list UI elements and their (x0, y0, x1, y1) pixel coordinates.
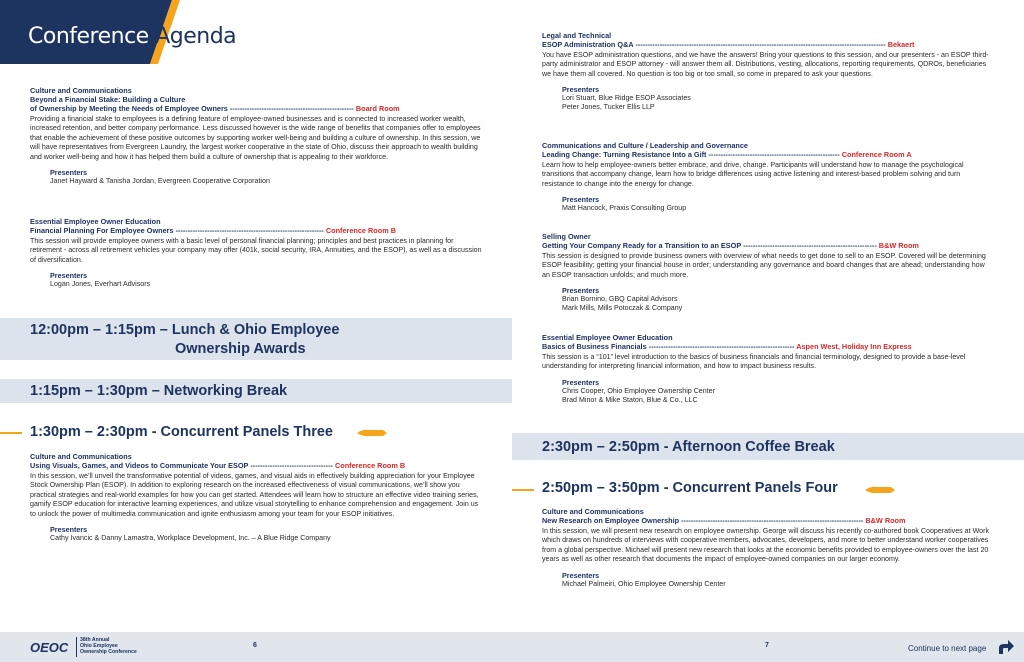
panels-three-heading: 1:30pm – 2:30pm - Concurrent Panels Three (30, 424, 333, 440)
session-description: You have ESOP administration questions, and we have the answers! Bring your questions to this session, and our presenters - an ESOP third-party administrator and ESOP attorney - will answer them all. Distributions, vesting, allocations, reporting requirements, QDROs, beneficiaries we have them all covered. No question is too big or too small, so come in prepared to ask your questions. (542, 51, 989, 78)
conference-line1: 38th Annual (80, 637, 110, 643)
session-category: Culture and Communications (542, 507, 644, 516)
session-title-text: Financial Planning For Employee Owners (30, 226, 174, 235)
presenter: Janet Hayward & Tanisha Jordan, Evergreen Cooperative Corporation (50, 177, 270, 186)
presenters-label: Presenters (562, 195, 600, 205)
session-title-line (542, 40, 994, 49)
session-description: Learn how to help employee-owners better embrace, and drive, change. Participants will understand how to manage the psychological transitions that accompany change, learn how to bridge differences using active listening and interest-based problem solving and turn resistance to change into the energy for change. (542, 161, 964, 188)
presenter: Logan Jones, Everhart Advisors (50, 280, 151, 289)
conference-line3: Ownership Conference (80, 649, 137, 656)
session-esop-admin (542, 31, 994, 113)
session-title-line (30, 461, 482, 470)
presenter: Brian Bornino, GBQ Capital Advisors (562, 295, 678, 304)
session-title-text: New Research on Employee Ownership (542, 516, 680, 525)
networking-time-bar (0, 379, 512, 403)
session-dashes: --------------------------------------------------- (229, 104, 354, 113)
session-title-line (542, 241, 994, 250)
lunch-line2: Ownership Awards (175, 341, 306, 357)
session-dashes: ------------------------------------------------------- (743, 241, 877, 250)
session-dashes: ------------------------------------------------------------ (648, 342, 795, 351)
session-category: Essential Employee Owner Education (30, 217, 161, 226)
presenters-label: Presenters (562, 377, 600, 387)
session-category: Culture and Communications (30, 452, 132, 461)
panels-four-heading: 2:50pm – 3:50pm - Concurrent Panels Four (542, 480, 838, 496)
session-dashes: ------------------------------------------------------------------------------------------------------- (635, 40, 886, 49)
session-using-visuals (30, 452, 482, 543)
session-room: Conference Room A (841, 150, 912, 159)
page-number-right: 7 (765, 642, 769, 649)
session-leading-change (542, 141, 994, 213)
orange-rule-right (512, 489, 534, 491)
session-category: Legal and Technical (542, 31, 612, 40)
presenters-label: Presenters (50, 168, 88, 178)
session-category: Culture and Communications (30, 86, 132, 95)
lunch-line1: 12:00pm – 1:15pm – Lunch & Ohio Employee (30, 322, 340, 338)
pencil-arrow-icon (865, 485, 895, 495)
session-title-line (30, 226, 482, 235)
session-title-line (542, 516, 994, 525)
session-dashes: --------------------------------------------------------------------------- (681, 516, 864, 525)
session-new-research (542, 507, 994, 589)
session-title-line (542, 150, 994, 159)
page-title-part1: Conference (28, 24, 149, 49)
session-business-financials (542, 333, 994, 405)
presenters-label: Presenters (50, 271, 88, 281)
session-category: Selling Owner (542, 232, 591, 241)
networking-label: 1:15pm – 1:30pm – Networking Break (30, 383, 288, 399)
presenter: Matt Hancock, Praxis Consulting Group (562, 204, 687, 213)
session-room: Conference Room B (325, 226, 396, 235)
session-title-text: of Ownership by Meeting the Needs of Employee Owners (30, 104, 228, 113)
session-title-text: ESOP Administration Q&A (542, 40, 634, 49)
presenters-label: Presenters (562, 570, 600, 580)
session-room: B&W Room (878, 241, 919, 250)
session-title-text: Getting Your Company Ready for a Transition to an ESOP (542, 241, 742, 250)
session-room: Bekaert (887, 40, 915, 49)
session-description: This session is designed to provide business owners with overview of what needs to get done to sell to an ESOP. Covered will be determining ESOP feasibility; getting your financial house in order; understanding any governance and board changes that are ahead; understanding how an ESOP transaction unfolds; and much more. (542, 252, 986, 279)
conference-name (80, 637, 137, 656)
session-title-text: Leading Change: Turning Resistance Into a Gift (542, 150, 707, 159)
session-room: B&W Room (865, 516, 906, 525)
session-title-line (542, 342, 994, 351)
session-company-transition (542, 232, 994, 314)
presenters-label: Presenters (50, 525, 88, 535)
conference-line2: Ohio Employee (80, 643, 118, 650)
session-title-line1: Beyond a Financial Stake: Building a Culture (30, 95, 186, 104)
presenter: Peter Jones, Tucker Ellis LLP (562, 103, 655, 112)
session-description: This session is a “101” level introduction to the basics of business financials and financial terminology, designed to provide a base-level understanding for interpreting financial information, and how to impact business results. (542, 353, 966, 371)
page-title (28, 24, 236, 49)
page-title-part2: Agenda (155, 24, 237, 49)
session-title-text: Using Visuals, Games, and Videos to Communicate Your ESOP (30, 461, 249, 470)
forward-arrow-icon[interactable] (997, 639, 1015, 655)
coffee-time-bar (512, 433, 1024, 460)
session-description: This session will provide employee owners with a basic level of personal financial planning; principles and best practices in planning for retirement - across all retirement vehicles your company may offer (401k, social security, IRA, Annuities, and the ESOP), as well as a discussion of diversification. (30, 237, 482, 264)
session-title-line2 (30, 104, 482, 113)
presenter: Brad Minor & Mike Staton, Blue & Co., LLC (562, 396, 698, 405)
orange-rule-left (0, 432, 22, 434)
session-category: Communications and Culture / Leadership and Governance (542, 141, 748, 150)
logo-divider (76, 637, 77, 657)
presenter: Lori Stuart, Blue Ridge ESOP Associates (562, 94, 691, 103)
presenters-label: Presenters (562, 286, 600, 296)
presenter: Cathy Ivancic & Danny Lamastra, Workplace Development, Inc. – A Blue Ridge Company (50, 534, 331, 543)
session-description: In this session, we’ll unveil the transformative potential of videos, games, and visual aids in effectively building appreciation for your Employee Stock Ownership Plan (ESOP). In addition to exploring research on the increased effectiveness of visual communications, we’ll show you practical strategies and real-world examples for how you can get started. Attendees will learn how to structure an effective video training series, gamify ESOP education for interactive learning experiences, and utilize visual storytelling to enhance comprehension and engagement. Join us to unlock the power of multimedia communication and ignite enthusiasm among your team for your ESOP initiatives. (30, 472, 479, 518)
session-title-text: Basics of Business Financials (542, 342, 647, 351)
footer (0, 632, 1024, 662)
session-dashes: ------------------------------------------------------ (708, 150, 840, 159)
presenter: Chris Cooper, Ohio Employee Ownership Center (562, 386, 715, 395)
session-room: Conference Room B (335, 461, 406, 470)
session-dashes: ---------------------------------- (250, 461, 333, 470)
presenters-label: Presenters (562, 85, 600, 95)
oeoc-logo: OEOC (30, 640, 69, 655)
lunch-time-bar (0, 318, 512, 360)
session-category: Essential Employee Owner Education (542, 333, 673, 342)
pencil-arrow-icon (357, 428, 387, 438)
continue-link[interactable]: Continue to next page (908, 644, 987, 653)
coffee-label: 2:30pm – 2:50pm - Afternoon Coffee Break (542, 439, 835, 455)
session-room: Aspen West, Holiday Inn Express (796, 342, 912, 351)
presenter: Michael Palmeiri, Ohio Employee Ownership Center (562, 579, 726, 588)
presenter: Mark Mills, Mills Potoczak & Company (562, 304, 683, 313)
session-beyond-financial-stake (30, 86, 482, 186)
session-description: Providing a financial stake to employees is a defining feature of employee-owned businesses and is connected to increased worker wealth, increased retention, and better company performance. Less discussed however is the wide range of benefits that companies offer to employees that enable the achievement of these positive outcomes by supporting worker well-being and building a culture of ownership. In this session, we will have representatives from Evergreen Laundry, the largest worker cooperative in the state of Ohio, discuss their approach to wealth building and worker well-being and how it has helped them build a culture of ownership that is appealing to their workforce. (30, 115, 481, 161)
session-financial-planning (30, 217, 482, 289)
session-room: Board Room (355, 104, 400, 113)
session-description: In this session, we will present new research on employee ownership. George will discuss his recently co-authored book Cooperatives at Work which draws on hundreds of interviews with cooperative members, advocates, developers, and more to better understand worker cooperatives from a global perspective. Michael will present new research that looks at the economic benefits provided to employee-owners over the last 20 years as well as other research that documents the impact of employee-owned companies on our larger economy. (542, 527, 989, 564)
page-number-left: 6 (253, 642, 257, 649)
session-dashes: ------------------------------------------------------------- (175, 226, 324, 235)
